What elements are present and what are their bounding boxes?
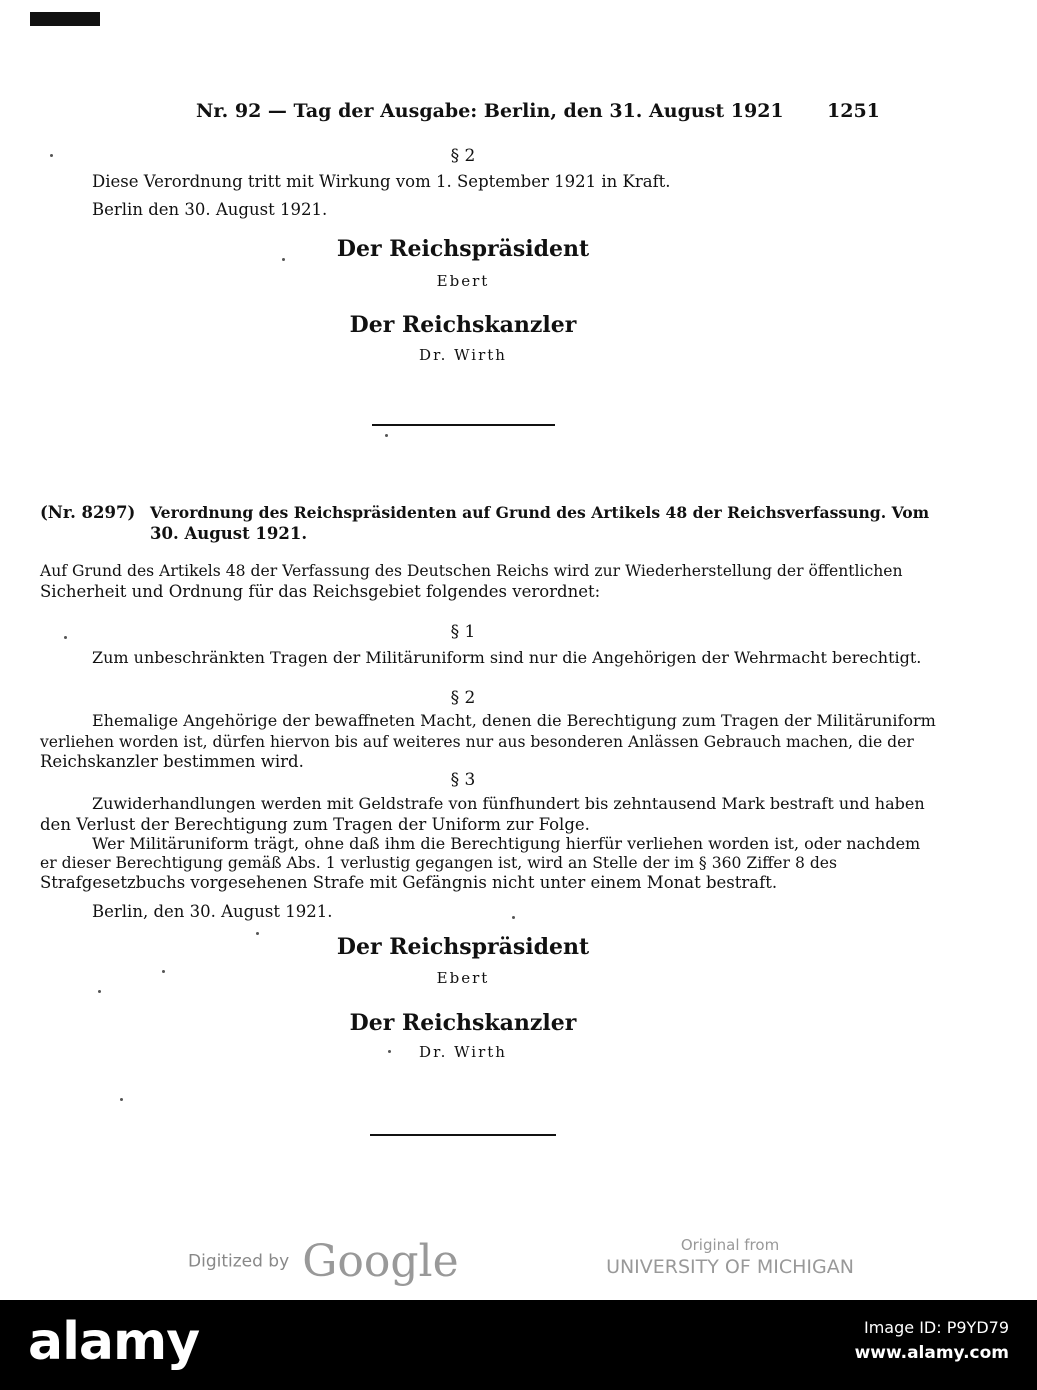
scan-speck — [162, 970, 165, 973]
separator-rule — [372, 424, 555, 426]
digitized-by-label: Digitized by — [188, 1251, 290, 1272]
section-3-label: § 3 — [450, 770, 476, 790]
section-3-line: Zuwiderhandlungen werden mit Geldstrafe von fünfhundert bis zehntausend Mark bestraft und haben — [92, 794, 925, 813]
section-2-line: Ehemalige Angehörige der bewaffneten Macht, denen die Berechtigung zum Tragen der Militäruniform — [92, 711, 936, 730]
original-from-label: Original from — [680, 1236, 780, 1254]
alamy-meta — [855, 1318, 1009, 1363]
signature-title-president: Der Reichspräsident — [336, 934, 590, 960]
signature-title-chancellor: Der Reichskanzler — [349, 1010, 577, 1036]
corner-scan-mark — [30, 12, 100, 26]
section-2-line: verliehen worden ist, dürfen hiervon bis auf weiteres nur aus besonderen Anlässen Gebrauch machen, die der — [40, 733, 914, 751]
section-3-line: den Verlust der Berechtigung zum Tragen der Uniform zur Folge. — [40, 815, 590, 834]
decree-date: Berlin, den 30. August 1921. — [92, 902, 333, 921]
page-number: 1251 — [827, 100, 880, 122]
google-digitized-credit — [188, 1236, 459, 1287]
section-3-line: Strafgesetzbuchs vorgesehenen Strafe mit Gefängnis nicht unter einem Monat bestraft. — [40, 873, 778, 892]
scan-speck — [98, 990, 101, 993]
google-logo: Google — [302, 1236, 459, 1287]
decree-intro-line1: Auf Grund des Artikels 48 der Verfassung des Deutschen Reichs wird zur Wiederherstellung der öffentlichen — [40, 562, 903, 580]
section-3-line: er dieser Berechtigung gemäß Abs. 1 verlustig gegangen ist, wird an Stelle der im § 360 Ziffer 8 des — [40, 854, 838, 872]
first-signature-title-chancellor: Der Reichskanzler — [349, 312, 577, 338]
scan-speck — [120, 1098, 123, 1101]
image-id: Image ID: P9YD79 — [864, 1318, 1009, 1337]
section-1-label: § 1 — [450, 622, 476, 642]
scan-speck — [256, 932, 259, 935]
scan-speck — [64, 636, 67, 639]
scan-speck — [388, 1050, 391, 1053]
first-decree-text: Diese Verordnung tritt mit Wirkung vom 1. September 1921 in Kraft. — [92, 172, 671, 191]
page-header: Nr. 92 — Tag der Ausgabe: Berlin, den 31. August 1921 — [196, 100, 784, 122]
signature-name-president: Ebert — [436, 969, 490, 987]
section-3-line: Wer Militäruniform trägt, ohne daß ihm die Berechtigung hierfür verliehen worden ist, oder nachdem — [92, 834, 921, 853]
first-signature-name-president: Ebert — [436, 272, 490, 290]
decree-title-line2: 30. August 1921. — [150, 524, 308, 543]
first-signature-title-president: Der Reichspräsident — [336, 236, 590, 262]
section-1-line: Zum unbeschränkten Tragen der Militäruniform sind nur die Angehörigen der Wehrmacht berechtigt. — [92, 648, 922, 667]
bottom-separator-rule — [370, 1134, 556, 1136]
signature-name-chancellor: Dr. Wirth — [419, 1043, 507, 1061]
decree-intro-line2: Sicherheit und Ordnung für das Reichsgebiet folgendes verordnet: — [40, 582, 601, 601]
original-source-credit — [600, 1236, 860, 1278]
scan-speck — [512, 916, 515, 919]
decree-title-line1: Verordnung des Reichspräsidenten auf Grund des Artikels 48 der Reichsverfassung. Vom — [150, 503, 930, 522]
first-decree-section: § 2 — [450, 146, 476, 166]
section-2-label: § 2 — [450, 688, 476, 708]
section-2-line: Reichskanzler bestimmen wird. — [40, 752, 304, 771]
decree-number: (Nr. 8297) — [40, 503, 136, 522]
scan-speck — [385, 434, 388, 437]
alamy-site: www.alamy.com — [854, 1343, 1009, 1363]
scan-speck — [50, 154, 53, 157]
first-signature-name-chancellor: Dr. Wirth — [419, 346, 507, 364]
first-decree-date: Berlin den 30. August 1921. — [92, 200, 328, 219]
institution-name: UNIVERSITY OF MICHIGAN — [606, 1256, 854, 1278]
scan-speck — [282, 258, 285, 261]
alamy-logo: alamy — [28, 1312, 200, 1372]
